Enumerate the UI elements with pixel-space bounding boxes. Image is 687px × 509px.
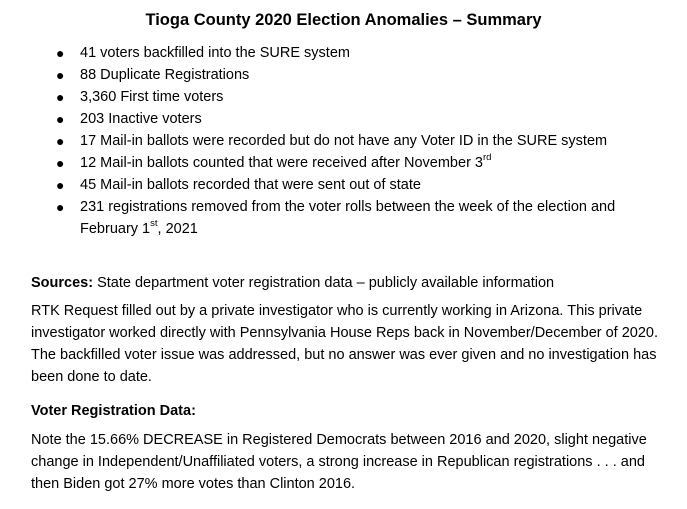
rtk-paragraph: RTK Request filled out by a private investigator who is currently working in Arizona. This private investigator worked directly with Pennsylvania House Reps back in November/December of 2020. The backfilled voter issue was addressed, but no answer was ever given and no investigation has been done to date. [31, 303, 659, 385]
bullet-icon: ● [56, 45, 65, 61]
list-item [0, 152, 660, 174]
list-item [0, 174, 660, 196]
bullet-icon: ● [56, 177, 65, 193]
list-item [0, 196, 660, 240]
bullet-icon: ● [56, 67, 65, 83]
list-item-text: 3,360 First time voters [80, 89, 224, 105]
ordinal-suffix: rd [482, 152, 492, 164]
list-item [0, 86, 660, 108]
sources-text: State department voter registration data – publicly available information [93, 275, 555, 291]
list-item-text: 41 voters backfilled into the SURE system [80, 45, 350, 61]
list-item [0, 42, 660, 64]
list-item-text: 45 Mail-in ballots recorded that were sent out of state [80, 177, 421, 193]
list-item-text-tail: , 2021 [157, 221, 198, 237]
ordinal-suffix: st [150, 218, 158, 230]
bullet-icon: ● [56, 199, 65, 215]
document-title: Tioga County 2020 Election Anomalies – Summary [145, 11, 542, 29]
note-paragraph: Note the 15.66% DECREASE in Registered Democrats between 2016 and 2020, slight negative change in Independent/Unaffiliated voters, a strong increase in Republican registrations . . . and then Biden got 27% more votes than Clinton 2016. [31, 432, 647, 492]
bullet-icon: ● [56, 89, 65, 105]
list-item [0, 64, 660, 86]
list-item-text: 17 Mail-in ballots were recorded but do not have any Voter ID in the SURE system [80, 133, 608, 149]
voter-registration-heading: Voter Registration Data: [31, 403, 196, 419]
bullet-icon: ● [56, 111, 65, 127]
anomalies-list [0, 42, 660, 240]
list-item [0, 108, 660, 130]
list-item-text-continued: February 1 [80, 221, 151, 237]
list-item-text: 231 registrations removed from the voter rolls between the week of the election and [80, 199, 616, 215]
list-item-text: 203 Inactive voters [80, 111, 202, 127]
bullet-icon: ● [56, 155, 65, 171]
list-item [0, 130, 660, 152]
sources-label: Sources: [31, 275, 94, 291]
list-item-text: 12 Mail-in ballots counted that were received after November 3 [80, 155, 483, 171]
sources-paragraph [31, 272, 671, 294]
bullet-icon: ● [56, 133, 65, 149]
list-item-text: 88 Duplicate Registrations [80, 67, 250, 83]
